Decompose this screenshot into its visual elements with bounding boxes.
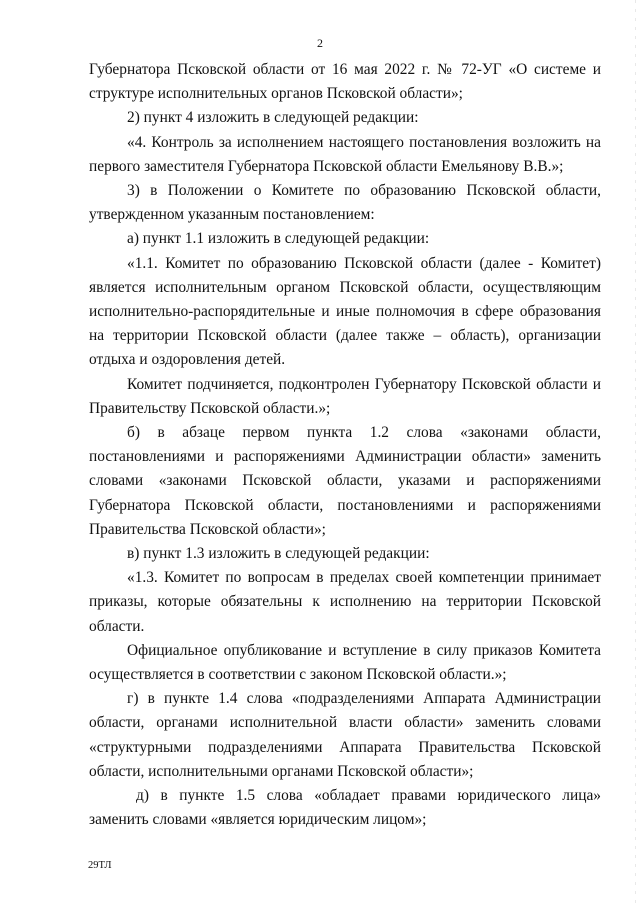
paragraph-clause-1-1: «1.1. Комитет по образованию Псковской области (далее - Комитет) является исполнительным органом Псковской области, осуществляющим исполнительно-распорядительные и иные полномочия в сфере образования на территории Псковской области (далее также – область), организации отдыха и оздоровления детей. [89,254,601,369]
paragraph-item-4-text: «4. Контроль за исполнением настоящего постановления возложить на первого заместителя Губернатора Псковской области Емельянову В.В.»; [89,133,601,175]
paragraph-clause-1-3: «1.3. Комитет по вопросам в пределах своей компетенции принимает приказы, которые обязательны к исполнению на территории Псковской области. [89,569,601,635]
document-body [89,58,601,833]
paragraph-subitem-b: б) в абзаце первом пункта 1.2 слова «законами области, постановлениями и распоряжениями Администрации области» заменить словами «законами Псковской области, указами и распоряжениями Губернатора Псковской области, постановлениями и распоряжениями Правительства Псковской области»; [89,424,601,538]
paragraph-clause-1-1-cont: Комитет подчиняется, подконтролен Губернатору Псковской области и Правительству Псковской области.»; [89,375,601,417]
paragraph-subitem-v: в) пункт 1.3 изложить в следующей редакции: [127,545,430,563]
paragraph-item-3: 3) в Положении о Комитете по образованию Псковской области, утвержденном указанным постановлением: [89,182,601,224]
footer-code: 29ТЛ [88,860,112,871]
paragraph-continuation: Губернатора Псковской области от 16 мая 2022 г. № 72-УГ «О системе и структуре исполнительных органов Псковской области»; [89,61,601,103]
paragraph-clause-1-3-cont: Официальное опубликование и вступление в силу приказов Комитета осуществляется в соответствии с законом Псковской области.»; [89,641,601,684]
scan-edge-artifact [635,0,636,905]
paragraph-subitem-d: д) в пункте 1.5 слова «обладает правами юридического лица» заменить словами «является юридическим лицом»; [89,787,601,829]
paragraph-subitem-a: а) пункт 1.1 изложить в следующей редакции: [127,230,430,248]
page-number: 2 [317,36,323,50]
paragraph-subitem-g: г) в пункте 1.4 слова «подразделениями Аппарата Администрации области, органами исполнительной власти области» заменить словами «структурными подразделениями Аппарата Правительства Псковской области, исполнительными органами Псковской области»; [89,690,601,780]
paragraph-item-2: 2) пункт 4 изложить в следующей редакции: [127,109,419,127]
